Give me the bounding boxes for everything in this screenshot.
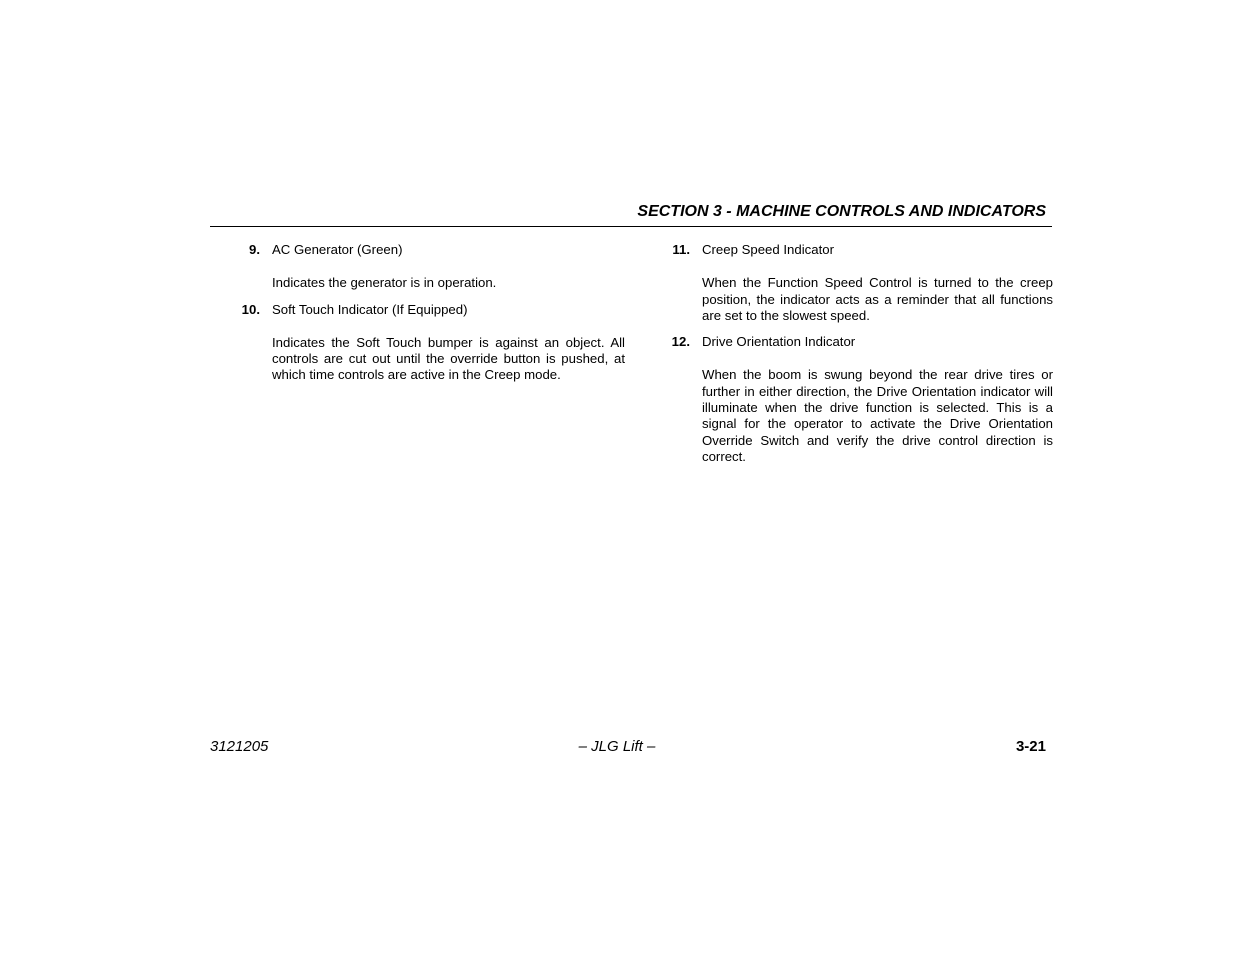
list-item <box>230 242 625 292</box>
item-description: When the Function Speed Control is turned to the creep position, the indicator acts as a reminder that all functions are set to the slowest speed. <box>702 275 1053 323</box>
section-title: SECTION 3 - MACHINE CONTROLS AND INDICATORS <box>637 203 1046 220</box>
item-description: Indicates the Soft Touch bumper is against an object. All controls are cut out until the override button is pushed, at which time controls are active in the Creep mode. <box>272 334 625 383</box>
item-description: When the boom is swung beyond the rear drive tires or further in either direction, the Drive Orientation indicator will illuminate when the drive function is selected. This is a signal for the operator to activate the Drive Orientation Override Switch and verify the drive control direction is correct. <box>702 367 1053 464</box>
item-number: 10. <box>241 301 260 317</box>
page-number: 3-21 <box>1015 738 1046 755</box>
right-column <box>660 242 1053 475</box>
left-column <box>230 242 625 394</box>
item-number: 9. <box>249 242 260 257</box>
document-number: 3121205 <box>210 738 269 755</box>
item-heading: Drive Orientation Indicator <box>702 334 856 350</box>
list-item <box>230 302 625 384</box>
item-heading: Creep Speed Indicator <box>702 242 834 257</box>
item-number: 11. <box>672 242 690 257</box>
list-item <box>660 242 1053 324</box>
item-number: 12. <box>671 334 690 350</box>
header-divider <box>210 226 1052 227</box>
item-description: Indicates the generator is in operation. <box>272 275 497 291</box>
item-heading: Soft Touch Indicator (If Equipped) <box>272 301 468 317</box>
list-item <box>660 334 1053 465</box>
item-heading: AC Generator (Green) <box>272 242 403 257</box>
footer-brand: – JLG Lift – <box>578 738 656 755</box>
